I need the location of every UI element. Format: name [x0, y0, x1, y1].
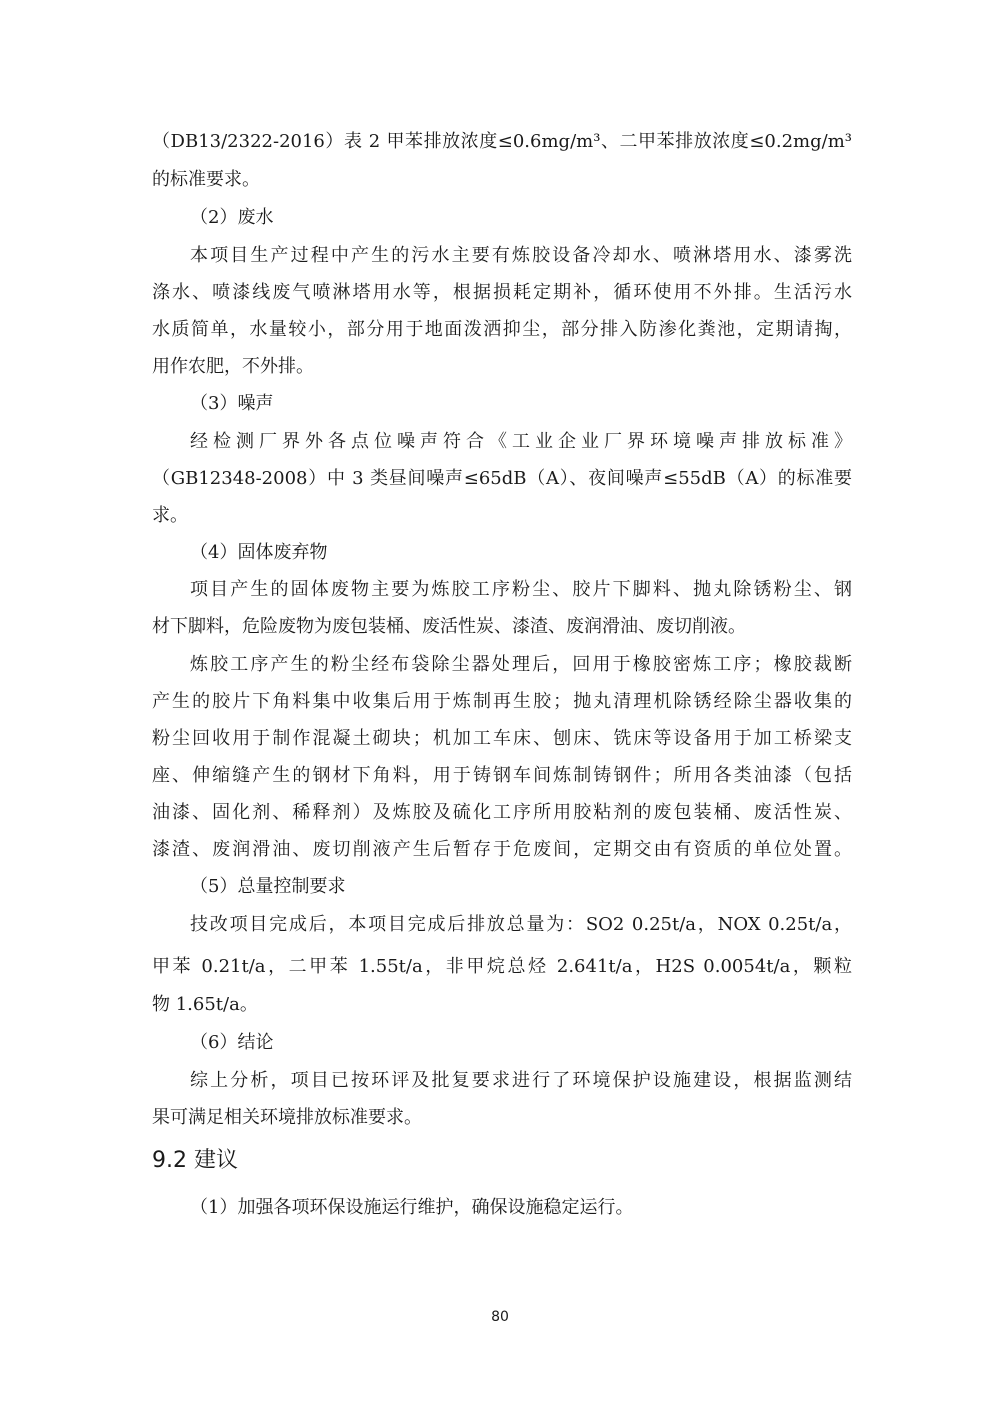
subsection-title-conclusion: （6）结论	[190, 1032, 274, 1053]
paragraph-line: 求。	[152, 505, 188, 526]
subsection-title-solid-waste: （4）固体废弃物	[190, 542, 328, 563]
paragraph-line: 果可满足相关环境排放标准要求。	[152, 1107, 422, 1128]
paragraph-line: 产生的胶片下角料集中收集后用于炼制再生胶；抛丸清理机除锈经除尘器收集的	[152, 691, 852, 712]
paragraph-line: 综上分析，项目已按环评及批复要求进行了环境保护设施建设，根据监测结	[190, 1070, 852, 1091]
paragraph-line: 粉尘回收用于制作混凝土砌块；机加工车床、刨床、铣床等设备用于加工桥梁支	[152, 728, 852, 749]
subsection-title-noise: （3）噪声	[190, 393, 274, 414]
subsection-title-total-control: （5）总量控制要求	[190, 876, 346, 897]
paragraph-line: 材下脚料，危险废物为废包装桶、废活性炭、漆渣、废润滑油、废切削液。	[152, 616, 746, 637]
paragraph-line: 漆渣、废润滑油、废切削液产生后暂存于危废间，定期交由有资质的单位处置。	[152, 839, 852, 860]
paragraph-line: 水质简单，水量较小，部分用于地面泼洒抑尘，部分排入防渗化粪池，定期请掏，	[152, 319, 852, 340]
paragraph-line: 炼胶工序产生的粉尘经布袋除尘器处理后，回用于橡胶密炼工序；橡胶裁断	[190, 654, 852, 675]
paragraph-line: （GB12348-2008）中 3 类昼间噪声≤65dB（A）、夜间噪声≤55dB（A）的标准要	[152, 468, 852, 489]
section-heading: 9.2 建议	[152, 1148, 238, 1173]
paragraph-line: 物 1.65t/a。	[152, 994, 258, 1015]
paragraph-line: 油漆、固化剂、稀释剂）及炼胶及硫化工序所用胶粘剂的废包装桶、废活性炭、	[152, 802, 852, 823]
paragraph-line: 甲苯 0.21t/a，二甲苯 1.55t/a，非甲烷总烃 2.641t/a，H2S 0.0054t/a，颗粒	[152, 956, 852, 977]
paragraph-line: 涤水、喷漆线废气喷淋塔用水等，根据损耗定期补，循环使用不外排。生活污水	[152, 282, 852, 303]
suggestion-item: （1）加强各项环保设施运行维护，确保设施稳定运行。	[190, 1197, 634, 1218]
subsection-title-wastewater: （2）废水	[190, 207, 274, 228]
paragraph-line: 用作农肥，不外排。	[152, 356, 314, 377]
paragraph-line: 经检测厂界外各点位噪声符合《工业企业厂界环境噪声排放标准》	[190, 431, 852, 452]
paragraph-line: 技改项目完成后，本项目完成后排放总量为：SO2 0.25t/a，NOX 0.25t/a，	[190, 914, 852, 935]
page-number: 80	[491, 1309, 509, 1325]
paragraph-line: （DB13/2322-2016）表 2 甲苯排放浓度≤0.6mg/m³、二甲苯排放浓度≤0.2mg/m³	[152, 131, 852, 152]
paragraph-line: 的标准要求。	[152, 169, 260, 190]
paragraph-line: 座、伸缩缝产生的钢材下角料，用于铸钢车间炼制铸钢件；所用各类油漆（包括	[152, 765, 852, 786]
paragraph-line: 本项目生产过程中产生的污水主要有炼胶设备冷却水、喷淋塔用水、漆雾洗	[190, 245, 852, 266]
paragraph-line: 项目产生的固体废物主要为炼胶工序粉尘、胶片下脚料、抛丸除锈粉尘、钢	[190, 579, 852, 600]
